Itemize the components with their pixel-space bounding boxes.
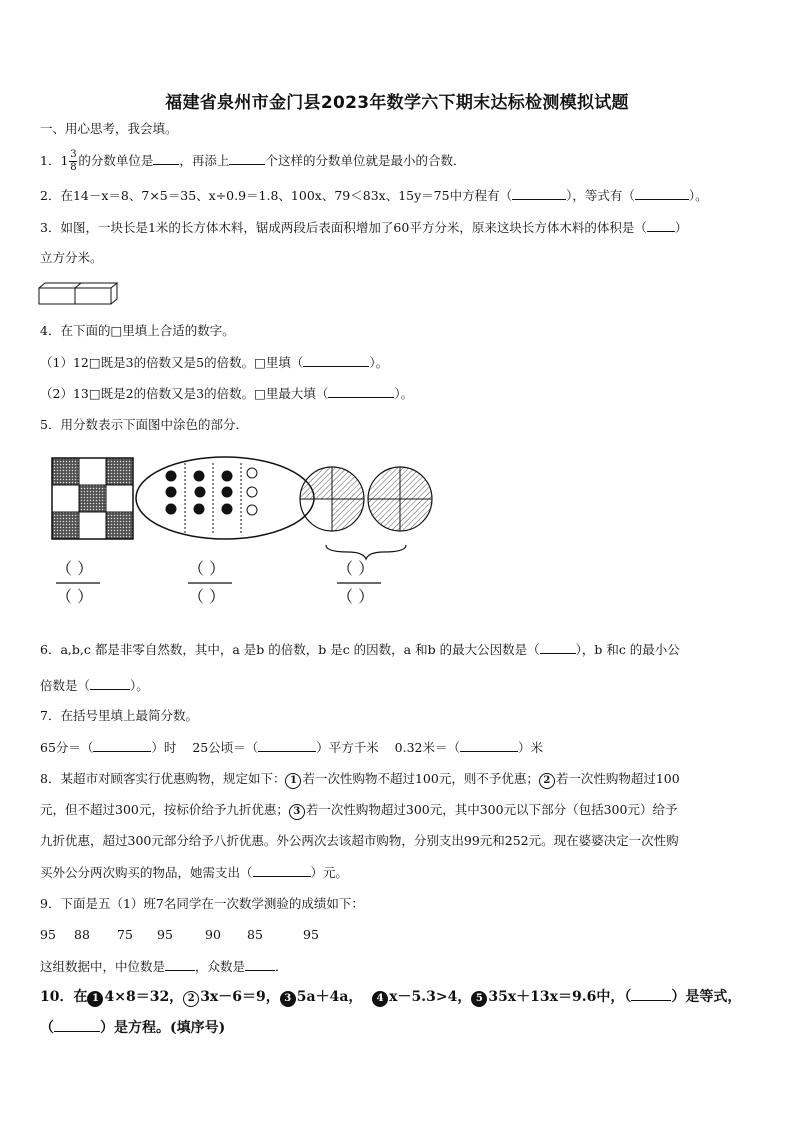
- answer-blank[interactable]: [460, 738, 518, 752]
- question-10-cont: （ ）是方程。(填序号): [40, 1020, 226, 1036]
- question-6-cont: 倍数是（ ）。: [40, 678, 149, 693]
- answer-blank[interactable]: [635, 186, 689, 200]
- question-6: 6．a,b,c 都是非零自然数，其中，a 是b 的倍数，b 是c 的因数，a 和b 的最大公因数是（ ），b 和c 的最小公: [40, 642, 680, 657]
- answer-blank[interactable]: [328, 384, 394, 398]
- section-heading: 一、用心思考，我会填。: [40, 121, 178, 136]
- answer-blank[interactable]: （ ）: [188, 587, 226, 606]
- answer-blank[interactable]: [303, 353, 369, 367]
- question-8-line3: 九折优惠，超过300元部分给予八折优惠。外公两次去该超市购物，分别支出99元和252元。现在婆婆决定一次性购: [40, 833, 679, 848]
- score-list: 95 88 75 95 90 85 95: [40, 927, 319, 942]
- answer-blank[interactable]: [631, 987, 671, 1001]
- question-8-line4: 买外公分两次购买的物品，她需支出（ ）元。: [40, 865, 349, 880]
- answer-blank[interactable]: （ ）: [56, 587, 94, 606]
- question-4-1: （1）12□既是3的倍数又是5的倍数。□里填（ ）。: [40, 355, 389, 370]
- circles-figure: [300, 467, 432, 559]
- ellipse-figure: [136, 457, 314, 539]
- question-7-items: 65分＝（ ）时 25公顷＝（ ）平方千米 0.32米＝（ ）米: [40, 740, 544, 755]
- answer-blank[interactable]: [245, 957, 275, 971]
- question-4-2: （2）13□既是2的倍数又是3的倍数。□里最大填（ ）。: [40, 386, 414, 401]
- question-8: 8．某超市对顾客实行优惠购物，规定如下： 1 若一次性购物不超过100元，则不予优惠； 2 若一次性购物超过100: [40, 770, 680, 789]
- answer-blank[interactable]: [253, 863, 311, 877]
- answer-blank[interactable]: [229, 151, 265, 165]
- answer-blank[interactable]: [153, 151, 179, 165]
- page-title: 福建省泉州市金门县2023年数学六下期末达标检测模拟试题: [165, 93, 629, 113]
- question-2: 2．在14－x＝8、7×5＝35、x÷0.9＝1.8、100x、79＜83x、15y＝75中方程有（ ），等式有（ ）。: [40, 188, 708, 203]
- question-5: 5．用分数表示下面图中涂色的部分．: [40, 417, 248, 432]
- answer-blank[interactable]: [90, 676, 130, 690]
- answer-blank[interactable]: [540, 640, 576, 654]
- question-10: 10．在 1 4×8＝32， 2 3x－6＝9， 3 5a＋4a， 4 x－5.3>4， 5 35x＋13x＝9.6中，（ ）是等式，: [40, 989, 742, 1005]
- answer-blank[interactable]: [258, 738, 316, 752]
- answer-blank[interactable]: （ ）: [337, 587, 375, 606]
- grid-figure: [52, 458, 133, 539]
- question-9: 9．下面是五（1）班7名同学在一次数学测验的成绩如下：: [40, 896, 364, 911]
- question-1: 1．1 $\frac{3}{8}$ 的分数单位是 ，再添上 个这样的分数单位就是最小的合数．: [40, 149, 466, 173]
- question-7: 7．在括号里填上最简分数。: [40, 708, 198, 723]
- answer-blank[interactable]: [93, 738, 151, 752]
- question-3-cont: 立方分米。: [40, 250, 103, 265]
- question-3: 3．如图，一块长是1米的长方体木料，锯成两段后表面积增加了60平方分米，原来这块长方体木料的体积是（ ）: [40, 220, 688, 235]
- answer-blank[interactable]: [165, 957, 195, 971]
- question-9-tail: 这组数据中，中位数是 ，众数是 ．: [40, 959, 288, 974]
- answer-blank[interactable]: [647, 218, 675, 232]
- answer-blank[interactable]: [54, 1018, 100, 1032]
- answer-blank[interactable]: （ ）: [337, 559, 375, 578]
- answer-blank[interactable]: [512, 186, 566, 200]
- question-8-line2: 元，但不超过300元，按标价给予九折优惠； 3 若一次性购物超过300元，其中300元以下部分（包括300元）给予: [40, 801, 677, 820]
- cuboid-figure: [38, 282, 120, 306]
- answer-blank[interactable]: （ ）: [56, 559, 94, 578]
- shaded-figures: [48, 455, 448, 615]
- answer-blank[interactable]: （ ）: [188, 559, 226, 578]
- question-4: 4．在下面的□里填上合适的数字。: [40, 323, 235, 338]
- mixed-fraction: $\frac{3}{8}$: [70, 149, 77, 173]
